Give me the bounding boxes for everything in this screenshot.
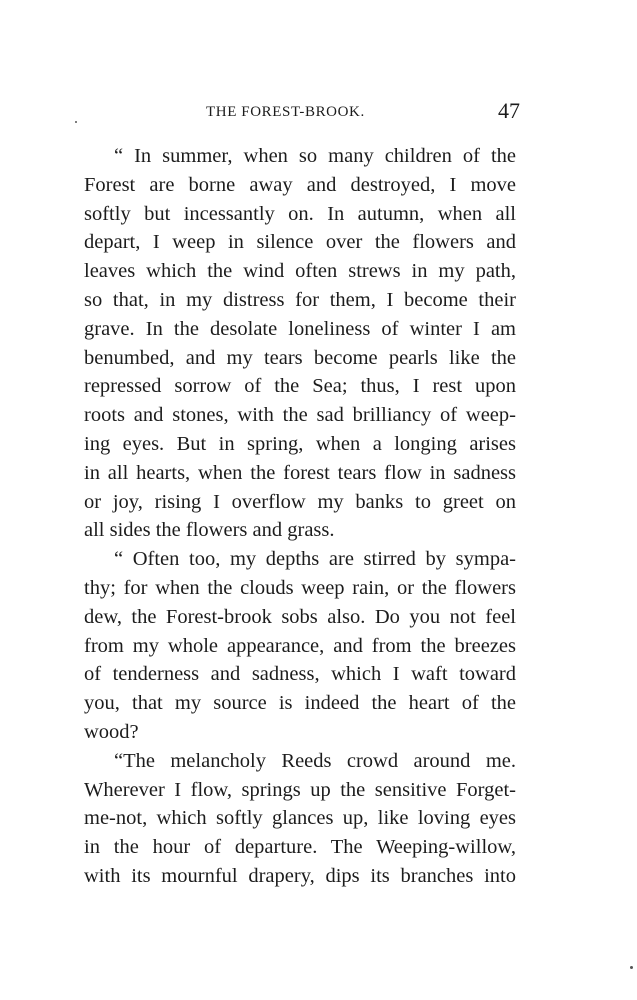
text-line: benumbed, and my tears become pearls like the xyxy=(84,346,516,369)
text-line: with its mournful drapery, dips its branches into xyxy=(84,864,516,887)
text-line: leaves which the wind often strews in my path, xyxy=(84,260,516,283)
text-line: repressed sorrow of the Sea; thus, I rest upon xyxy=(84,375,516,398)
text-line: roots and stones, with the sad brilliancy of weep- xyxy=(84,404,516,427)
text-line: of tenderness and sadness, which I waft toward xyxy=(84,663,516,686)
text-line: depart, I weep in silence over the flowers and xyxy=(84,231,516,254)
text-line: softly but incessantly on. In autumn, when all xyxy=(84,202,516,225)
page-number: 47 xyxy=(498,98,520,123)
text-line: from my whole appearance, and from the breezes xyxy=(84,634,516,657)
text-line: dew, the Forest-brook sobs also. Do you not feel xyxy=(84,605,516,628)
body-text xyxy=(84,142,516,891)
text-line: “ Often too, my depths are stirred by sympa- xyxy=(114,548,516,571)
running-head xyxy=(100,98,520,128)
text-line: you, that my source is indeed the heart of the xyxy=(84,692,516,715)
text-line: so that, in my distress for them, I become their xyxy=(84,288,516,311)
running-title: THE FOREST-BROOK. xyxy=(206,104,365,120)
text-line: in the hour of departure. The Weeping-willow, xyxy=(84,836,516,859)
text-line: grave. In the desolate loneliness of winter I am xyxy=(84,317,516,340)
text-line: wood? xyxy=(84,720,139,743)
text-line: me-not, which softly glances up, like loving eyes xyxy=(84,807,516,830)
text-line: thy; for when the clouds weep rain, or the flowers xyxy=(84,576,516,599)
text-line: “The melancholy Reeds crowd around me. xyxy=(114,749,516,772)
text-line: “ In summer, when so many children of the xyxy=(114,145,516,167)
ink-speck xyxy=(630,966,633,969)
text-line: Wherever I flow, springs up the sensitive Forget- xyxy=(84,778,516,801)
text-line: Forest are borne away and destroyed, I move xyxy=(84,173,516,196)
text-line: all sides the flowers and grass. xyxy=(84,519,335,542)
ink-speck xyxy=(75,121,77,123)
text-line: ing eyes. But in spring, when a longing arises xyxy=(84,432,516,455)
text-line: or joy, rising I overflow my banks to greet on xyxy=(84,490,516,513)
text-line: in all hearts, when the forest tears flow in sadness xyxy=(84,461,516,484)
